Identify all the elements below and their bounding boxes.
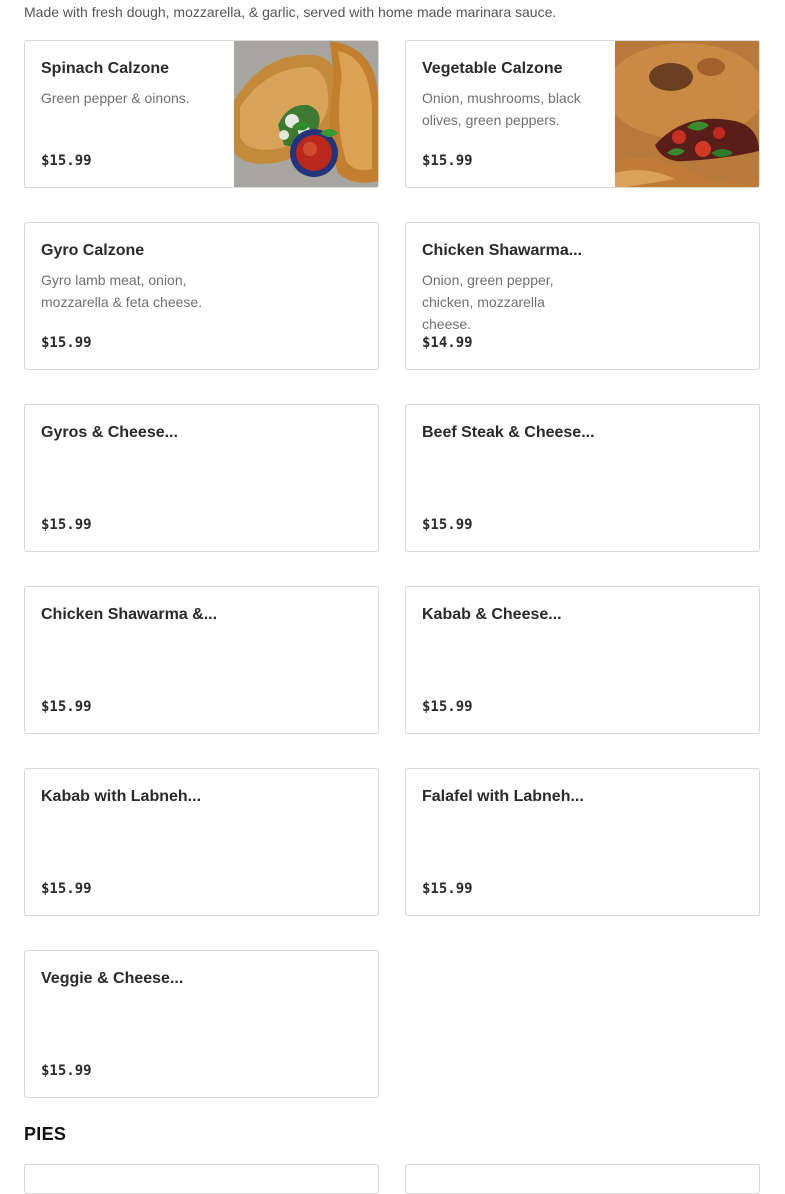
menu-item-card-partial[interactable] bbox=[24, 1164, 379, 1194]
menu-item-card[interactable] bbox=[24, 404, 379, 552]
item-description: Green pepper & oinons. bbox=[41, 90, 190, 106]
menu-item-card[interactable] bbox=[24, 222, 379, 370]
item-description: Onion, green pepper, chicken, mozzarella cheese. bbox=[422, 272, 554, 332]
item-price: $15.99 bbox=[422, 517, 473, 533]
item-name: Gyros & Cheese... bbox=[41, 424, 178, 441]
section-heading-pies: PIES bbox=[24, 1124, 67, 1144]
item-price: $15.99 bbox=[422, 699, 473, 715]
item-name: Chicken Shawarma &... bbox=[41, 606, 218, 623]
item-name: Kabab with Labneh... bbox=[41, 788, 202, 805]
menu-item-card[interactable] bbox=[405, 768, 760, 916]
item-price: $15.99 bbox=[41, 881, 92, 897]
menu-item-card[interactable] bbox=[24, 586, 379, 734]
item-description: Gyro lamb meat, onion, mozzarella & feta cheese. bbox=[41, 272, 203, 310]
item-name: Kabab & Cheese... bbox=[422, 606, 562, 623]
item-name: Beef Steak & Cheese... bbox=[422, 424, 595, 441]
menu-item-card[interactable] bbox=[405, 40, 760, 188]
item-price: $15.99 bbox=[41, 517, 92, 533]
item-name: Falafel with Labneh... bbox=[422, 788, 584, 805]
item-name: Gyro Calzone bbox=[41, 242, 145, 259]
vegetable-calzone-photo bbox=[615, 41, 759, 188]
item-name: Spinach Calzone bbox=[41, 60, 170, 77]
menu-item-card[interactable] bbox=[24, 40, 379, 188]
menu-item-card[interactable] bbox=[405, 586, 760, 734]
item-price: $15.99 bbox=[41, 153, 92, 169]
item-name: Veggie & Cheese... bbox=[41, 970, 184, 987]
menu-item-card[interactable] bbox=[24, 768, 379, 916]
item-price: $15.99 bbox=[422, 153, 473, 169]
menu-item-card[interactable] bbox=[405, 222, 760, 370]
menu-item-card[interactable] bbox=[405, 404, 760, 552]
item-name: Chicken Shawarma... bbox=[422, 242, 583, 259]
item-price: $14.99 bbox=[422, 335, 473, 351]
menu-item-card-partial[interactable] bbox=[405, 1164, 760, 1194]
item-price: $15.99 bbox=[41, 699, 92, 715]
section-description: Made with fresh dough, mozzarella, & garlic, served with home made marinara sauce. bbox=[24, 4, 557, 20]
menu-item-card[interactable] bbox=[24, 950, 379, 1098]
item-price: $15.99 bbox=[422, 881, 473, 897]
item-price: $15.99 bbox=[41, 335, 92, 351]
item-name: Vegetable Calzone bbox=[422, 60, 563, 77]
item-description: Onion, mushrooms, black olives, green peppers. bbox=[422, 90, 581, 128]
item-price: $15.99 bbox=[41, 1063, 92, 1079]
spinach-calzone-photo bbox=[234, 41, 378, 188]
